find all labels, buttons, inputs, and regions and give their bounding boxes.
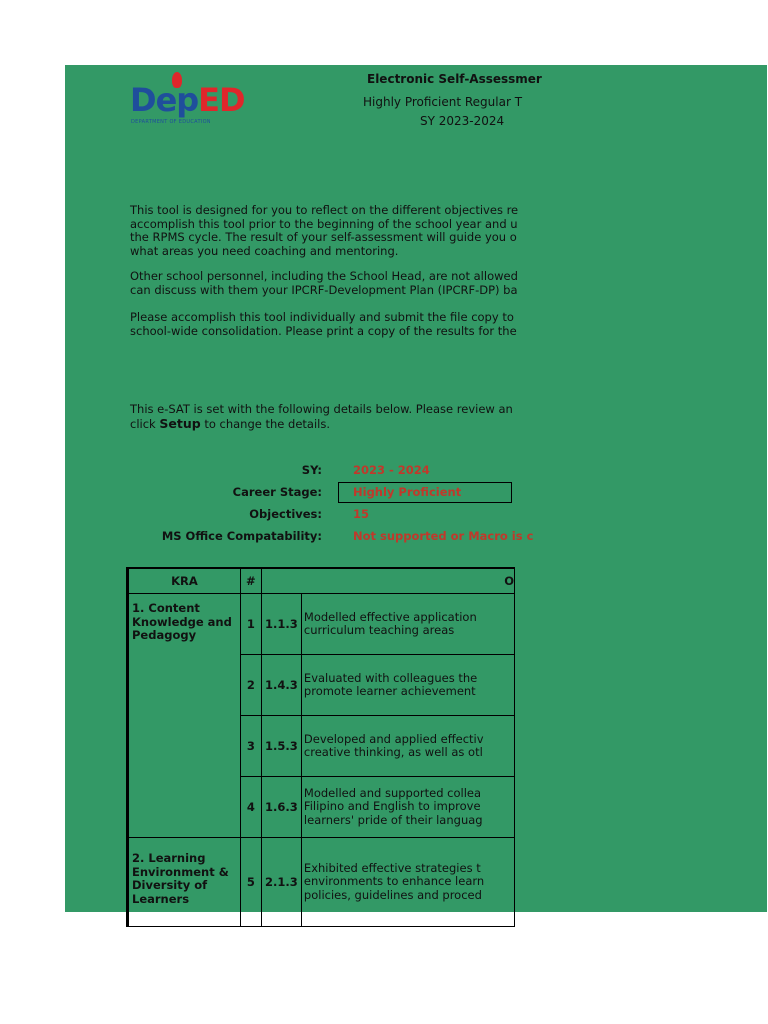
intro-line: Please accomplish this tool individually and submit the file copy to — [130, 310, 514, 324]
objective-line: Developed and applied effectiv — [303, 731, 484, 746]
objective-text — [301, 655, 514, 716]
objective-line: promote learner achievement — [303, 684, 476, 698]
objective-line: Exhibited effective strategies t — [303, 860, 481, 875]
intro-paragraph-4 — [130, 403, 513, 431]
setup-suffix: to change the details. — [200, 416, 331, 431]
objective-line: policies, guidelines and proced — [303, 887, 482, 902]
objectives-label: Objectives: — [249, 507, 322, 521]
logo-tagline: DEPARTMENT OF EDUCATION — [131, 119, 211, 125]
office-compat-label: MS Office Compatability: — [161, 529, 322, 543]
table-header-row — [128, 568, 515, 594]
setup-button[interactable]: Setup — [159, 415, 201, 431]
intro-line-setup — [130, 417, 513, 432]
objective-code: 1.5.3 — [261, 716, 301, 777]
objective-text — [301, 594, 514, 655]
intro-paragraph-2 — [130, 270, 518, 297]
kra-line: 2. Learning — [132, 851, 206, 865]
page-subtitle: Highly Proficient Regular T — [363, 95, 523, 109]
objective-number: 1 — [240, 594, 261, 655]
spreadsheet-sheet — [65, 65, 767, 912]
objective-line: environments to enhance learn — [303, 874, 485, 889]
kra-objectives-table — [126, 567, 515, 927]
intro-line: Other school personnel, including the School Head, are not allowed — [130, 269, 518, 283]
office-compat-value: Not supported or Macro is c — [353, 529, 534, 543]
visible-columns-area — [65, 65, 542, 912]
objective-number: 4 — [240, 777, 261, 838]
kra-line: Knowledge and — [132, 614, 232, 629]
intro-paragraph-3 — [130, 311, 517, 338]
objectives-value: 15 — [353, 507, 370, 521]
objective-line: creative thinking, as well as otl — [303, 745, 483, 759]
intro-line: school-wide consolidation. Please print a copy of the results for the — [130, 323, 517, 338]
objective-number: 2 — [240, 655, 261, 716]
objective-number: 5 — [240, 838, 261, 927]
objective-code: 1.1.3 — [261, 594, 301, 655]
career-stage-label: Career Stage: — [232, 485, 322, 499]
objective-line: Modelled and supported collea — [303, 785, 482, 800]
school-year-heading: SY 2023-2024 — [420, 114, 505, 128]
objective-line: Evaluated with colleagues the — [303, 670, 478, 685]
kra-line: Environment & — [132, 864, 229, 879]
kra-line: Diversity of Learners — [132, 878, 208, 906]
number-header: # — [240, 568, 261, 594]
kra-line: 1. Content — [132, 601, 200, 615]
intro-paragraph-1 — [130, 204, 518, 258]
kra-cell-learning-environment — [128, 838, 241, 927]
objective-code: 1.4.3 — [261, 655, 301, 716]
objective-header: O — [261, 568, 514, 594]
objective-number: 3 — [240, 716, 261, 777]
objective-line: Modelled effective application — [303, 609, 477, 624]
intro-line: can discuss with them your IPCRF-Development Plan (IPCRF-DP) ba — [130, 282, 518, 297]
objective-line: curriculum teaching areas — [303, 623, 455, 637]
intro-line: accomplish this tool prior to the beginning of the school year and u — [130, 216, 518, 231]
objective-code: 1.6.3 — [261, 777, 301, 838]
objective-line: learners' pride of their languag — [303, 812, 483, 827]
kra-header: KRA — [128, 568, 241, 594]
kra-line: Pedagogy — [132, 628, 197, 642]
objective-line: Filipino and English to improve — [303, 799, 481, 814]
intro-line: This tool is designed for you to reflect on the different objectives re — [130, 203, 519, 217]
sy-value: 2023 - 2024 — [353, 463, 430, 477]
kra-cell-content-knowledge — [128, 594, 241, 838]
objective-text — [301, 716, 514, 777]
intro-line: what areas you need coaching and mentoring. — [130, 243, 399, 258]
setup-prefix: click — [130, 416, 160, 431]
logo-word-dep: Dep — [130, 81, 199, 119]
career-stage-value[interactable]: Highly Proficient — [353, 485, 462, 499]
objective-code: 2.1.3 — [261, 838, 301, 927]
sy-label: SY: — [301, 463, 322, 477]
objective-text — [301, 838, 514, 927]
page-title: Electronic Self-Assessmer — [367, 72, 542, 86]
table-row — [128, 594, 515, 655]
intro-line: This e-SAT is set with the following details below. Please review an — [130, 402, 513, 416]
logo-word-ed: ED — [198, 81, 245, 119]
objective-text — [301, 777, 514, 838]
table-row — [128, 838, 515, 927]
intro-line: the RPMS cycle. The result of your self-assessment will guide you o — [130, 230, 517, 244]
